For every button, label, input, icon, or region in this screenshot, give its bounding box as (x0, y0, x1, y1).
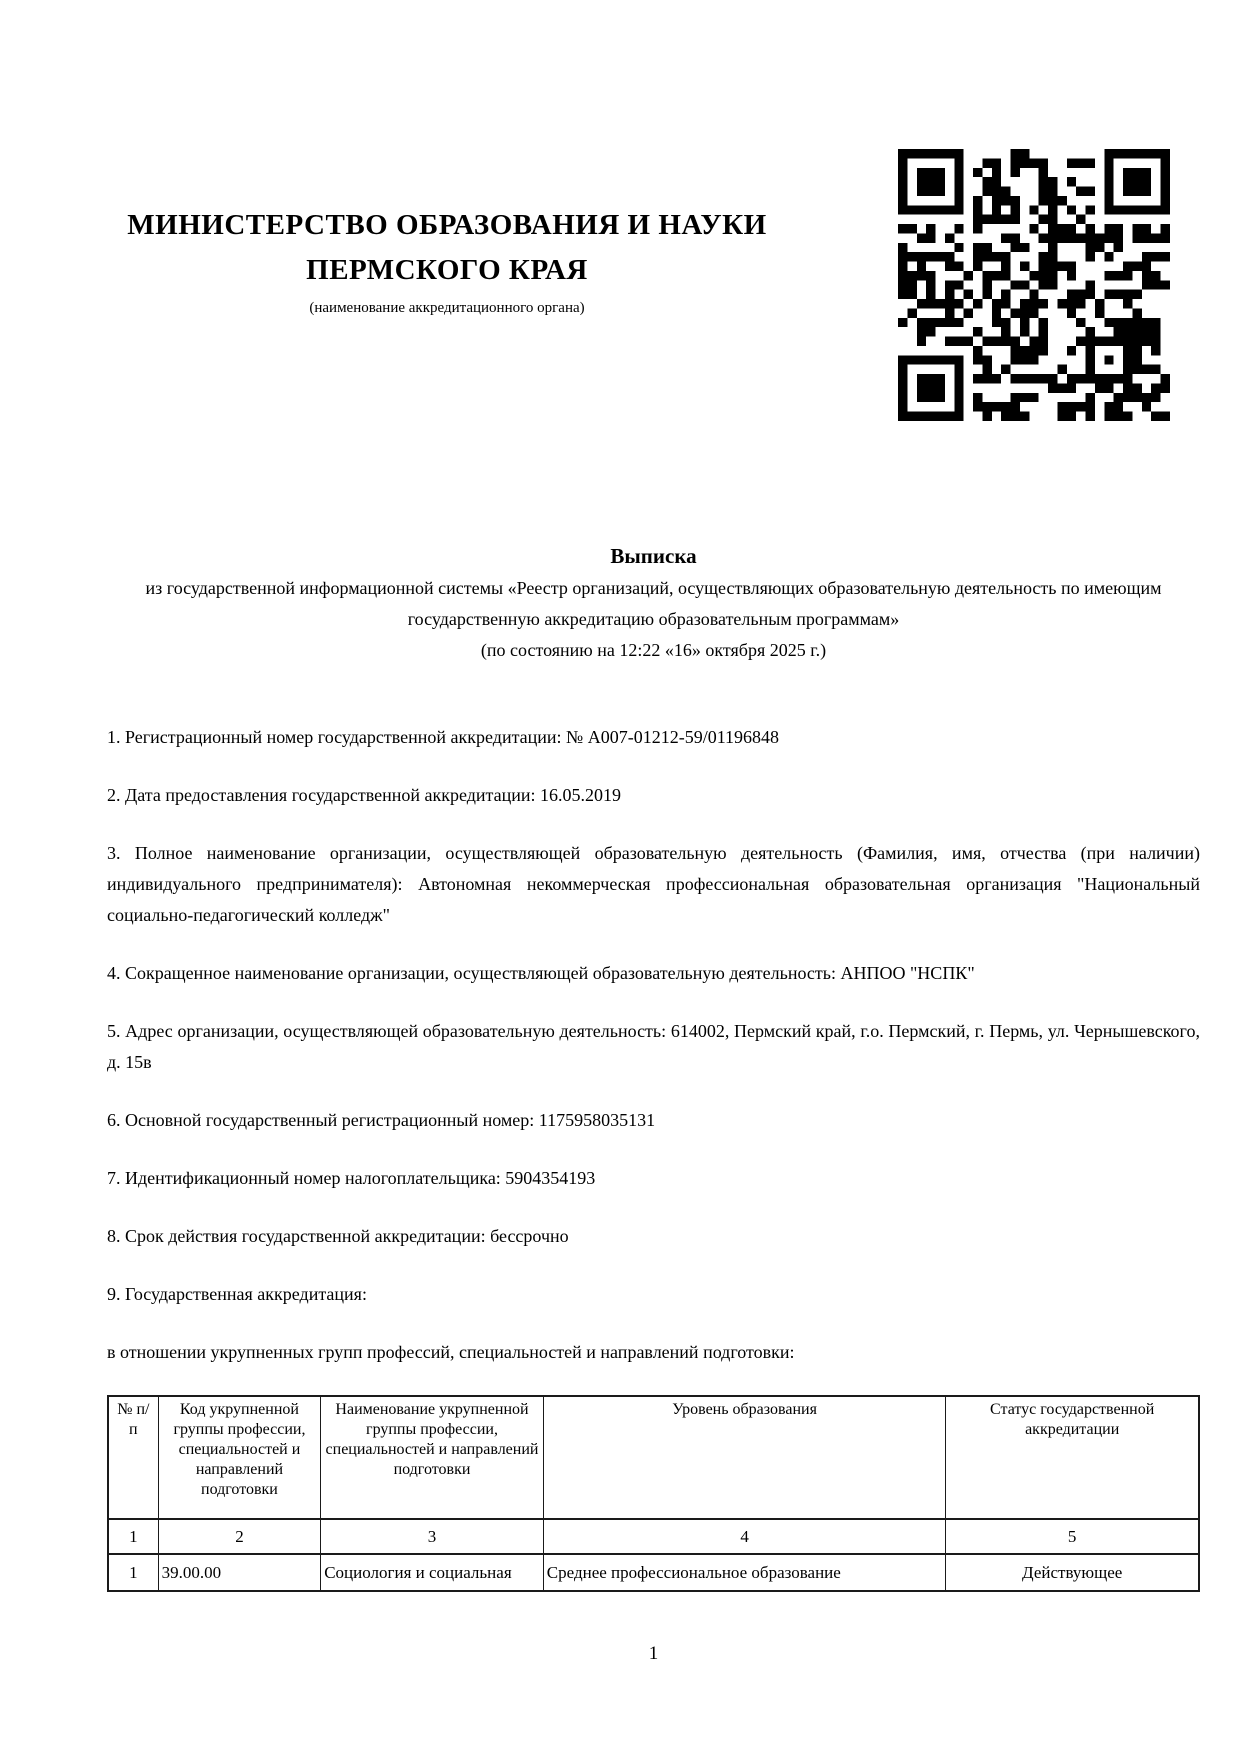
col-header-education-level: Уровень образования (543, 1396, 946, 1519)
accreditation-table (107, 1395, 1200, 1592)
item-registration-number: 1. Регистрационный номер государственной аккредитации: № А007-01212-59/01196848 (107, 727, 780, 747)
ministry-caption: (наименование аккредитационного органа) (309, 300, 585, 316)
numbering-cell-2: 2 (158, 1519, 321, 1554)
page-number: 1 (648, 1643, 659, 1664)
item-full-name: 3. Полное наименование организации, осуществляющей образовательную деятельность (Фамилия, имя, отчества (при наличии) индивидуального предпринимателя): Автономная некоммерческая профессиональная образовательная организация "Национальный социально-педагогический колледж" (107, 843, 1200, 925)
item-validity-period: 8. Срок действия государственной аккредитации: бессрочно (107, 1226, 569, 1246)
ministry-name-line1: МИНИСТЕРСТВО ОБРАЗОВАНИЯ И НАУКИ (127, 209, 767, 241)
cell-accreditation-status: Действующее (946, 1554, 1199, 1591)
numbering-cell-4: 4 (543, 1519, 946, 1554)
cell-education-level: Среднее профессиональное образование (543, 1554, 946, 1591)
cell-group-name: Социология и социальная (321, 1554, 544, 1591)
item-inn: 7. Идентификационный номер налогоплательщика: 5904354193 (107, 1168, 596, 1188)
document-header (107, 149, 1200, 421)
numbering-cell-3: 3 (321, 1519, 544, 1554)
ministry-name-line2: ПЕРМСКОГО КРАЯ (306, 254, 588, 286)
col-header-group-name: Наименование укрупненной группы профессии, специальностей и направлений подготовки (321, 1396, 544, 1519)
table-header-row (108, 1396, 1199, 1519)
ministry-header (107, 149, 787, 318)
document-title: Выписка (610, 544, 697, 568)
numbering-cell-1: 1 (108, 1519, 158, 1554)
item-accreditation-date: 2. Дата предоставления государственной аккредитации: 16.05.2019 (107, 785, 621, 805)
table-numbering-row (108, 1519, 1199, 1554)
qr-code-icon (898, 149, 1170, 421)
col-header-row-number: № п/п (108, 1396, 158, 1519)
as-of-date-line: (по состоянию на 12:22 «16» октября 2025 г.) (480, 640, 827, 660)
item-state-accreditation: 9. Государственная аккредитация: (107, 1284, 367, 1304)
cell-row-number: 1 (108, 1554, 158, 1591)
qr-code-image (898, 149, 1170, 421)
table-intro-line: в отношении укрупненных групп профессий, специальностей и направлений подготовки: (107, 1342, 795, 1362)
document-items (107, 722, 1200, 1368)
item-short-name: 4. Сокращенное наименование организации, осуществляющей образовательную деятельность: АНПОО "НСПК" (107, 963, 975, 983)
table-row (108, 1554, 1199, 1591)
item-ogrn: 6. Основной государственный регистрационный номер: 1175958035131 (107, 1110, 656, 1130)
item-address: 5. Адрес организации, осуществляющей образовательную деятельность: 614002, Пермский край, г.о. Пермский, г. Пермь, ул. Чернышевского, д. 15в (107, 1021, 1200, 1072)
numbering-cell-5: 5 (946, 1519, 1199, 1554)
cell-group-code: 39.00.00 (158, 1554, 321, 1591)
col-header-accreditation-status: Статус государственной аккредитации (946, 1396, 1199, 1519)
intro-text: из государственной информационной системы «Реестр организаций, осуществляющих образовательную деятельность по имеющим государственную аккредитацию образовательным программам» (145, 578, 1162, 629)
col-header-group-code: Код укрупненной группы профессии, специальностей и направлений подготовки (158, 1396, 321, 1519)
